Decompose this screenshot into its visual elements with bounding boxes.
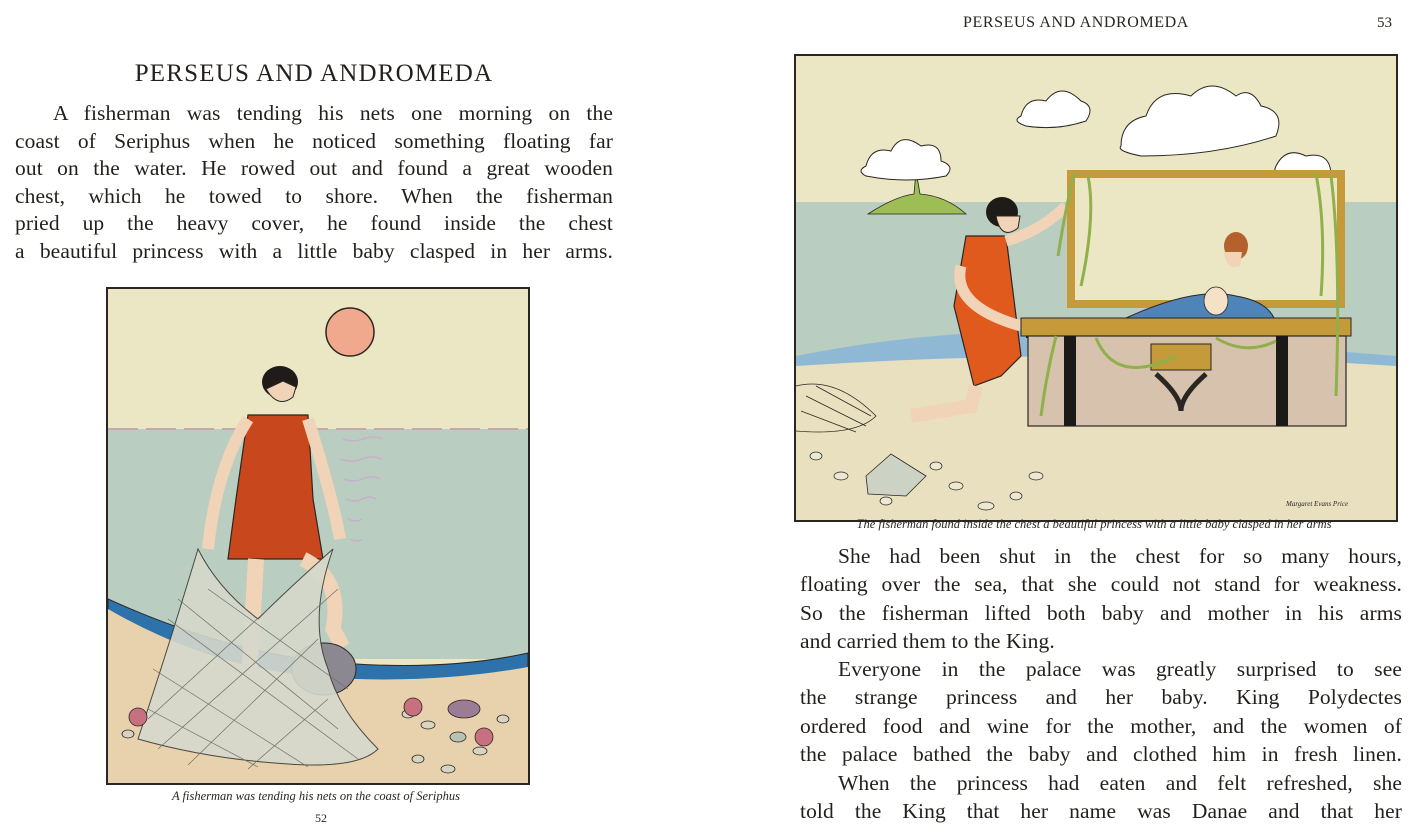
- opening-paragraph: [15, 100, 613, 265]
- text-line: ordered food and wine for the mother, and the women of: [800, 713, 1402, 738]
- paragraph-1: [800, 542, 1402, 655]
- illustration-caption: A fisherman was tending his nets on the coast of Seriphus: [172, 789, 460, 803]
- text-line: coast of Seriphus when he noticed something floating far: [15, 128, 613, 153]
- chest-illustration: [794, 54, 1398, 522]
- page-number: 52: [315, 811, 327, 825]
- paragraph-3: [800, 769, 1402, 826]
- fisherman-illustration: [106, 287, 530, 785]
- paragraph-2: [800, 655, 1402, 768]
- text-line: So the fisherman lifted both baby and mother in his arms: [800, 600, 1402, 625]
- text-line: told the King that her name was Danae and that her: [800, 799, 1402, 824]
- left-page: [0, 0, 640, 832]
- artist-signature: Margaret Evans Price: [1286, 500, 1349, 508]
- text-line: floating over the sea, that she could not stand for weakness.: [800, 572, 1402, 597]
- text-line: When the princess had eaten and felt refreshed, she: [838, 771, 1402, 795]
- illustration-caption: The fisherman found inside the chest a beautiful princess with a little baby clasped in her arms: [856, 517, 1332, 531]
- text-line: chest, which he towed to shore. When the fisherman: [15, 183, 613, 208]
- page-number: 53: [1377, 15, 1392, 31]
- chest-picture: [796, 56, 1396, 520]
- chapter-title: PERSEUS AND ANDROMEDA: [134, 60, 494, 87]
- text-line: the palace bathed the baby and clothed him in fresh linen.: [800, 741, 1402, 766]
- text-line: She had been shut in the chest for so many hours,: [838, 544, 1402, 568]
- running-head: PERSEUS AND ANDROMEDA: [963, 14, 1189, 31]
- text-line: and carried them to the King.: [800, 628, 1055, 653]
- right-page: [780, 0, 1418, 832]
- text-line: Everyone in the palace was greatly surprised to see: [838, 657, 1402, 681]
- text-line: out on the water. He rowed out and found a great wooden: [15, 156, 613, 180]
- text-line: the strange princess and her baby. King Polydectes: [800, 685, 1402, 710]
- text-line: a beautiful princess with a little baby clasped in her arms.: [15, 238, 613, 263]
- text-line: pried up the heavy cover, he found inside the chest: [15, 211, 613, 235]
- text-line: A fisherman was tending his nets one morning on the: [53, 101, 613, 125]
- fisherman-picture: [108, 289, 528, 783]
